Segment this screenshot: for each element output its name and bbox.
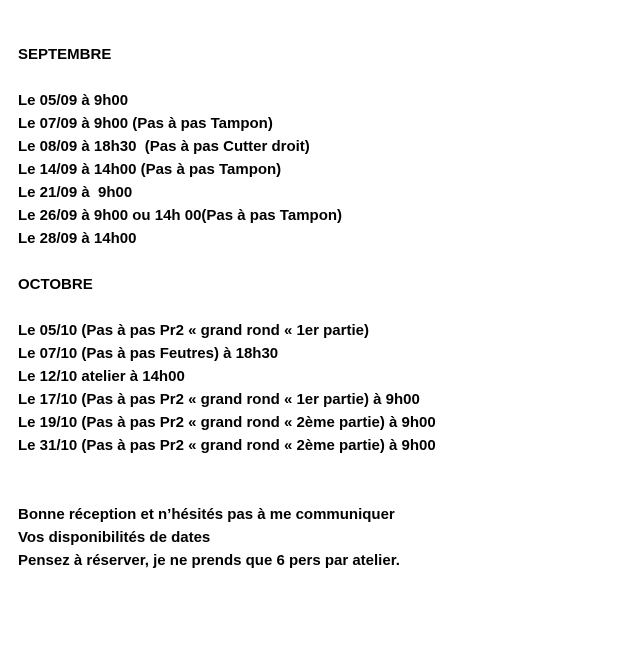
section-heading-september: SEPTEMBRE (18, 46, 112, 63)
closing-line: Vos disponibilités de dates (18, 529, 211, 546)
closing-line: Pensez à réserver, je ne prends que 6 pers par atelier. (18, 552, 400, 569)
spacer (18, 457, 618, 503)
schedule-line: Le 08/09 à 18h30 (Pas à pas Cutter droit) (18, 138, 310, 155)
schedule-line: Le 07/10 (Pas à pas Feutres) à 18h30 (18, 345, 279, 362)
spacer (18, 66, 618, 89)
schedule-line: Le 05/10 (Pas à pas Pr2 « grand rond « 1er partie) (18, 322, 369, 339)
schedule-line: Le 17/10 (Pas à pas Pr2 « grand rond « 1er partie) à 9h00 (18, 391, 420, 408)
schedule-line: Le 26/09 à 9h00 ou 14h 00(Pas à pas Tampon) (18, 207, 343, 224)
spacer (18, 250, 618, 273)
section-heading-october: OCTOBRE (18, 276, 93, 293)
schedule-line: Le 05/09 à 9h00 (18, 92, 129, 109)
schedule-line: Le 21/09 à 9h00 (18, 184, 133, 201)
schedule-line: Le 19/10 (Pas à pas Pr2 « grand rond « 2ème partie) à 9h00 (18, 414, 436, 431)
document-body (18, 43, 618, 572)
spacer (18, 296, 618, 319)
schedule-line: Le 14/09 à 14h00 (Pas à pas Tampon) (18, 161, 282, 178)
schedule-line: Le 12/10 atelier à 14h00 (18, 368, 185, 385)
schedule-line: Le 07/09 à 9h00 (Pas à pas Tampon) (18, 115, 273, 132)
closing-line: Bonne réception et n’hésités pas à me communiquer (18, 506, 395, 523)
schedule-line: Le 28/09 à 14h00 (18, 230, 137, 247)
schedule-line: Le 31/10 (Pas à pas Pr2 « grand rond « 2ème partie) à 9h00 (18, 437, 436, 454)
